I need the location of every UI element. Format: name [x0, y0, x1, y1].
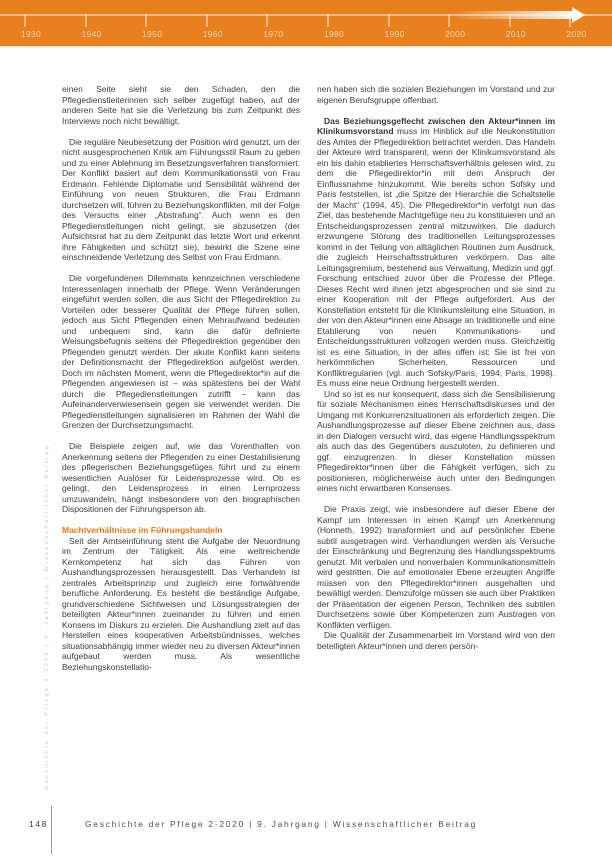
decade-tick [85, 14, 87, 27]
paragraph: Die Qualität der Zusammenarbeit im Vorstand wird von den beteiligten Akteur*innen und deren persön- [317, 630, 555, 651]
section-heading: Machtverhältnisse im Führungshandeln [62, 525, 223, 535]
decade-tick [145, 14, 147, 27]
bold-lead: Das Beziehungsgeflecht zwischen den Akteur*innen im Klinikumsvorstand [317, 115, 555, 136]
paragraph: Die Beispiele zeigen auf, wie das Vorenthalten von Anerkennung seitens der Pflegenden zu einer Destabilisierung des pflegerischen Beziehungsgefüges führt und zu einem wesentlichen Auslöser für Leidensprozesse wird. Ob es gelingt, den Leidensprozess in einen Lernprozess umzuwandeln, hängt insbesondere von den biographischen Dispositionen der Führungsperson ab. [62, 441, 300, 514]
decade-label: 1990 [384, 29, 405, 39]
decade-tick [388, 14, 390, 27]
right-column [317, 84, 555, 672]
decade-label: 1960 [202, 29, 223, 39]
journal-footer-line: Geschichte der Pflege 2-2020 | 9. Jahrgang | Wissenschaftlicher Beitrag [85, 819, 478, 829]
decade-label: 1930 [20, 29, 42, 39]
paragraph: Und so ist es nur konsequent, dass sich die Sensibilisierung für soziale Mechanismen eines Herrschaftsdiskurses und der Umgang mit Konkurrenzsituationen als erforderlich zeigen. Die Aushandlungsprozesse auf dieser Ebene zeichnen aus, dass in den Dialogen versucht wird, das eigene Handlungsspektrum als auch das des Gegenübers auszuloten, zu definieren und ggf. einzugrenzen. In dieser Konstellation müssen Pflegedirektor*innen über die Fähigkeit verfügen, sich zu positionieren, möglicherweise auch unter den Bedingungen eines nicht erwartbaren Konsenses. [317, 388, 555, 493]
paragraph: Seit der Amtseinführung steht die Aufgabe der Neuordnung im Zentrum der Tätigkeit. Als eine weitreichende Kernkompetenz hat sich das Führen von Aushandlungsprozessen herausgestellt. Das Verhandeln ist zentrales Arbeitsprinzip und zugleich eine fortwährende berufliche Anforderung. Es besteht die beständige Aufgabe, grundverschiedene Sichtweisen und Lösungsstrategien der beteiligten Akteur*innen zueinander zu führen und einen Konsens im Diskurs zu erzielen. Die Aushandlung zielt auf das Herstellen eines kooperativen Arbeitsbündnisses, welches situationsabhängig immer wieder neu zu diversen Akteur*innen aufgebaut werden muss. Als wesentliche Beziehungskonstellatio- [62, 535, 300, 672]
decade-label: 2020 [566, 29, 587, 39]
timeline-arrow-tail [452, 11, 573, 19]
paragraph: einen Seite sieht sie den Schaden, den die Pflegedienstleiterinnen sich selber zugefügt haben, auf der anderen Seite hat sie die Verletzung bis zum Zeitpunkt des Interviews noch nicht bewältigt. [62, 84, 300, 126]
paragraph: Die reguläre Neubesetzung der Position wird genutzt, um der nicht ausgesprochenen Kritik am Führungsstil Raum zu geben und zu einer Ablehnung im Besetzungsverfahren transformiert. Der Konflikt basiert auf dem Kommunikationsstil von Frau Erdmann. Fehlende Diplomatie und Sensibilität während der Einführung von neuen Strukturen, die Frau Erdmann durchsetzen will, führen zu Beziehungskonflikten, mit der Folge des Versuchs einer „Abstrafung“. Auch wenn es den Pflegedienstleitungen nicht gelingt, sie abzusetzen (der Aufsichtsrat hat zu dem Zeitpunkt das letzte Wort und erkennt ihre Fähigkeiten und schützt sie), bewirkt die Szene eine einschneidende Verletzung des Selbst von Frau Erdmann. [62, 136, 300, 262]
timeline-arrow-icon [572, 7, 585, 23]
decade-tick [448, 14, 450, 27]
left-column [62, 84, 300, 672]
paragraph-rest: muss im Hinblick auf die Neukonstitution des Amtes der Pflegedirektion betrachtet werden. Das Handeln der Akteure wird transparent, wenn der Klinikumsvorstand als ein bis dahin etabliertes Herrschaftsverhältnis gelesen wird, zu dem die Pflegedirektor*in mit dem Anspruch der Einflussnahme hinzukommt. Wie bereits schon Sofsky und Paris feststellen, ist „die Spitze der Hierarchie die Schaltstelle der Macht“ (1994, 45). Die Pflegedirektor*in verfolgt nun das Ziel, das bestehende Machtgefüge neu zu konstituieren und an Entscheidungsprozessen zentral mitzuwirken. Die dadurch erzwungene Störung des traditionellen Leitungsprozesses kommt in der Teilung von alltäglichen Routinen zum Ausdruck, die zugleich Herrschaftsstrukturen verkörpern. Das alte Leitungsgremium, bestehend aus Verwaltung, Medizin und ggf. Forschung entschied zuvor über die Prozesse der Pflege. Dieses Recht wird ihnen jetzt abgesprochen und sie sind zu einer Kooperation mit der Pflege aufgefordert. Aus der Konstellation entsteht für die Klinikumsleitung eine Situation, in der von den Akteur*innen eine Absage an traditionelle und eine Etablierung von neuen Kommunikations- und Entscheidungsstrukturen vollzogen werden muss. Gleichzeitig ist es eine Situation, in der alles offen ist: Sie ist frei von herkömmlichen Sicherheiten, Ressourcen und Konfliktregularien (vgl. auch Sofsky/Paris, 1994; Paris, 1998). Es muss eine neue Ordnung hergestellt werden. [317, 126, 555, 388]
decade-label: 1970 [263, 29, 284, 39]
margin-vertical-note: Geschichte der Pflege 2-2020 | 9. Jahrgang | Wissenschaftlicher Beitrag [44, 444, 50, 790]
paragraph: Die Praxis zeigt, wie insbesondere auf dieser Ebene der Kampf um Interessen in einen Kampf um Anerkennung (Honneth, 1992) transformiert und auf persönlicher Ebene subtil ausgetragen wird. Verhandlungen werden als Versuche der Einschränkung und Begrenzung des Handlungsspektrums genutzt. Mit verbalen und nonverbalen Kommunikationsmitteln wird gestritten. Die auf emotionaler Ebene erzeugten Angriffe müssen von den Pflegedirektor*innen ausgehalten und bewältigt werden. Demzufolge müssen sie auch über Praktiken der Präsentation der eigenen Person, Techniken des subtilen Durchsetzens sowie über Kompetenzen zum Austragen von Konflikten verfügen. [317, 504, 555, 630]
decade-tick [24, 14, 26, 27]
paragraph: nen haben sich die sozialen Beziehungen im Vorstand und zur eigenen Berufsgruppe offenbart. [317, 84, 555, 105]
decade-tick [266, 14, 268, 27]
footer-divider [51, 806, 52, 854]
page-number: 148 [29, 819, 48, 829]
decade-label: 2000 [445, 29, 466, 39]
timeline-header [0, 0, 612, 48]
article-body [62, 84, 555, 672]
decade-label: 1950 [142, 29, 163, 39]
paragraph [317, 116, 555, 389]
decade-label: 1980 [323, 29, 345, 39]
decade-tick [206, 14, 208, 27]
decade-label: 1940 [81, 29, 102, 39]
paragraph: Die vorgefundenen Dilemmata kennzeichnen verschiedene Interessenlagen innerhalb der Pflege. Wenn Veränderungen eingeführt werden sollen, die aus Sicht der Pflegedirektion zu Vorteilen oder besserer Qualität der Pflege führen sollen, jedoch aus Sicht Pflegenden einen Mehraufwand bedeuten und unbequem sind, kann die dafür definierte Weisungsbefugnis seitens der Pflegedirektion gegenüber den Pflegenden genutzt werden. Der akute Konflikt kann seitens der Definitionsmacht der Pflegedirektion aufgelöst werden. Doch im nächsten Moment, wenn die Pflegedirektor*in auf die Pflegenden angewiesen ist – was spätestens bei der Wahl durch die Pflegedienstleitungen zutrifft – kann das Aufeinanderverwiesensein gegen sie verwendet werden. Die Pflegedienstleitungen signalisieren im Rahmen der Wahl die Grenzen der Durchsetzungsmacht. [62, 273, 300, 430]
decade-tick [327, 14, 329, 27]
decade-label: 2010 [505, 29, 526, 39]
